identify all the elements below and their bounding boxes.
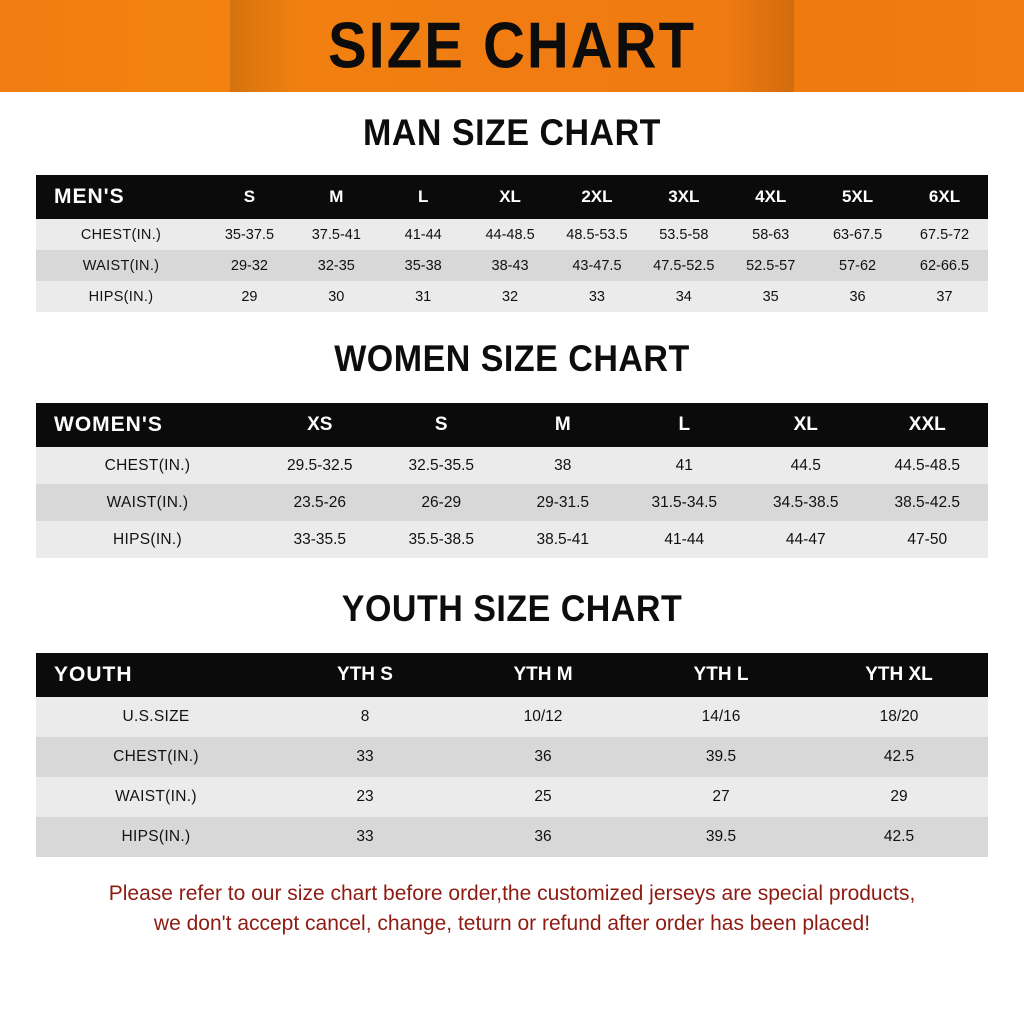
women-corner-label: WOMEN'S	[36, 403, 259, 447]
women-cell: 44-47	[745, 521, 867, 558]
men-row-label: WAIST(IN.)	[36, 250, 206, 281]
men-cell: 44-48.5	[467, 219, 554, 250]
men-cell: 30	[293, 281, 380, 312]
youth-cell: 39.5	[632, 737, 810, 777]
women-cell: 35.5-38.5	[381, 521, 503, 558]
men-cell: 48.5-53.5	[554, 219, 641, 250]
women-cell: 41	[624, 447, 746, 484]
women-column-header: L	[624, 403, 746, 447]
women-cell: 44.5	[745, 447, 867, 484]
men-cell: 38-43	[467, 250, 554, 281]
men-header-row	[36, 175, 988, 219]
men-cell: 52.5-57	[727, 250, 814, 281]
youth-column-header: YTH XL	[810, 653, 988, 697]
women-cell: 38.5-42.5	[867, 484, 989, 521]
youth-column-header: YTH M	[454, 653, 632, 697]
youth-cell: 25	[454, 777, 632, 817]
men-cell: 35-37.5	[206, 219, 293, 250]
men-cell: 62-66.5	[901, 250, 988, 281]
men-section	[0, 92, 1024, 312]
youth-cell: 14/16	[632, 697, 810, 737]
men-column-header: L	[380, 175, 467, 219]
youth-cell: 39.5	[632, 817, 810, 857]
men-cell: 47.5-52.5	[640, 250, 727, 281]
women-section-title: WOMEN SIZE CHART	[334, 338, 690, 380]
women-cell: 29-31.5	[502, 484, 624, 521]
women-cell: 47-50	[867, 521, 989, 558]
men-cell: 53.5-58	[640, 219, 727, 250]
youth-corner-label: YOUTH	[36, 653, 276, 697]
men-cell: 43-47.5	[554, 250, 641, 281]
women-row-label: HIPS(IN.)	[36, 521, 259, 558]
table-row	[36, 777, 988, 817]
women-table-header	[36, 403, 988, 447]
men-column-header: 6XL	[901, 175, 988, 219]
youth-row-label: U.S.SIZE	[36, 697, 276, 737]
men-cell: 33	[554, 281, 641, 312]
men-cell: 36	[814, 281, 901, 312]
table-row	[36, 219, 988, 250]
women-cell: 32.5-35.5	[381, 447, 503, 484]
men-row-label: HIPS(IN.)	[36, 281, 206, 312]
men-corner-label: MEN'S	[36, 175, 206, 219]
women-cell: 38	[502, 447, 624, 484]
men-section-title: MAN SIZE CHART	[363, 112, 661, 154]
men-column-header: 4XL	[727, 175, 814, 219]
men-row-label: CHEST(IN.)	[36, 219, 206, 250]
youth-row-label: HIPS(IN.)	[36, 817, 276, 857]
women-cell: 26-29	[381, 484, 503, 521]
women-cell: 38.5-41	[502, 521, 624, 558]
women-cell: 29.5-32.5	[259, 447, 381, 484]
men-cell: 29-32	[206, 250, 293, 281]
women-cell: 23.5-26	[259, 484, 381, 521]
men-column-header: M	[293, 175, 380, 219]
men-cell: 37	[901, 281, 988, 312]
youth-size-table	[36, 653, 988, 857]
table-row	[36, 697, 988, 737]
women-cell: 41-44	[624, 521, 746, 558]
women-column-header: XS	[259, 403, 381, 447]
youth-section-title: YOUTH SIZE CHART	[341, 588, 683, 630]
table-row	[36, 484, 988, 521]
youth-cell: 8	[276, 697, 454, 737]
women-section	[0, 312, 1024, 558]
youth-cell: 23	[276, 777, 454, 817]
men-table-header	[36, 175, 988, 219]
men-column-header: XL	[467, 175, 554, 219]
men-cell: 41-44	[380, 219, 467, 250]
table-row	[36, 447, 988, 484]
women-column-header: XXL	[867, 403, 989, 447]
men-cell: 37.5-41	[293, 219, 380, 250]
table-row	[36, 521, 988, 558]
youth-cell: 33	[276, 737, 454, 777]
men-cell: 35-38	[380, 250, 467, 281]
men-cell: 35	[727, 281, 814, 312]
youth-cell: 29	[810, 777, 988, 817]
youth-header-row	[36, 653, 988, 697]
men-cell: 58-63	[727, 219, 814, 250]
men-column-header: S	[206, 175, 293, 219]
women-column-header: XL	[745, 403, 867, 447]
youth-cell: 33	[276, 817, 454, 857]
youth-cell: 18/20	[810, 697, 988, 737]
youth-cell: 27	[632, 777, 810, 817]
women-size-table	[36, 403, 988, 558]
youth-table-header	[36, 653, 988, 697]
youth-cell: 10/12	[454, 697, 632, 737]
women-row-label: CHEST(IN.)	[36, 447, 259, 484]
banner-inner	[0, 9, 1024, 82]
women-column-header: S	[381, 403, 503, 447]
men-cell: 29	[206, 281, 293, 312]
men-table-body	[36, 219, 988, 312]
women-cell: 33-35.5	[259, 521, 381, 558]
youth-row-label: WAIST(IN.)	[36, 777, 276, 817]
youth-cell: 42.5	[810, 737, 988, 777]
footer-note	[0, 879, 1024, 940]
women-row-label: WAIST(IN.)	[36, 484, 259, 521]
men-cell: 63-67.5	[814, 219, 901, 250]
men-column-header: 2XL	[554, 175, 641, 219]
men-column-header: 3XL	[640, 175, 727, 219]
youth-column-header: YTH L	[632, 653, 810, 697]
women-cell: 34.5-38.5	[745, 484, 867, 521]
women-table-body	[36, 447, 988, 558]
header-banner	[0, 0, 1024, 92]
men-column-header: 5XL	[814, 175, 901, 219]
women-header-row	[36, 403, 988, 447]
women-cell: 44.5-48.5	[867, 447, 989, 484]
youth-section	[0, 558, 1024, 857]
men-cell: 32	[467, 281, 554, 312]
men-cell: 57-62	[814, 250, 901, 281]
men-size-table	[36, 175, 988, 312]
men-cell: 31	[380, 281, 467, 312]
youth-table-body	[36, 697, 988, 857]
men-cell: 67.5-72	[901, 219, 988, 250]
women-column-header: M	[502, 403, 624, 447]
table-row	[36, 737, 988, 777]
youth-cell: 36	[454, 817, 632, 857]
men-cell: 32-35	[293, 250, 380, 281]
men-cell: 34	[640, 281, 727, 312]
table-row	[36, 250, 988, 281]
table-row	[36, 281, 988, 312]
youth-row-label: CHEST(IN.)	[36, 737, 276, 777]
women-cell: 31.5-34.5	[624, 484, 746, 521]
footer-note-line-1: Please refer to our size chart before order,the customized jerseys are special products,	[108, 882, 916, 905]
page-title: SIZE CHART	[328, 9, 696, 82]
youth-cell: 36	[454, 737, 632, 777]
footer-note-line-2: we don't accept cancel, change, teturn or refund after order has been placed!	[153, 912, 871, 936]
youth-column-header: YTH S	[276, 653, 454, 697]
youth-cell: 42.5	[810, 817, 988, 857]
table-row	[36, 817, 988, 857]
